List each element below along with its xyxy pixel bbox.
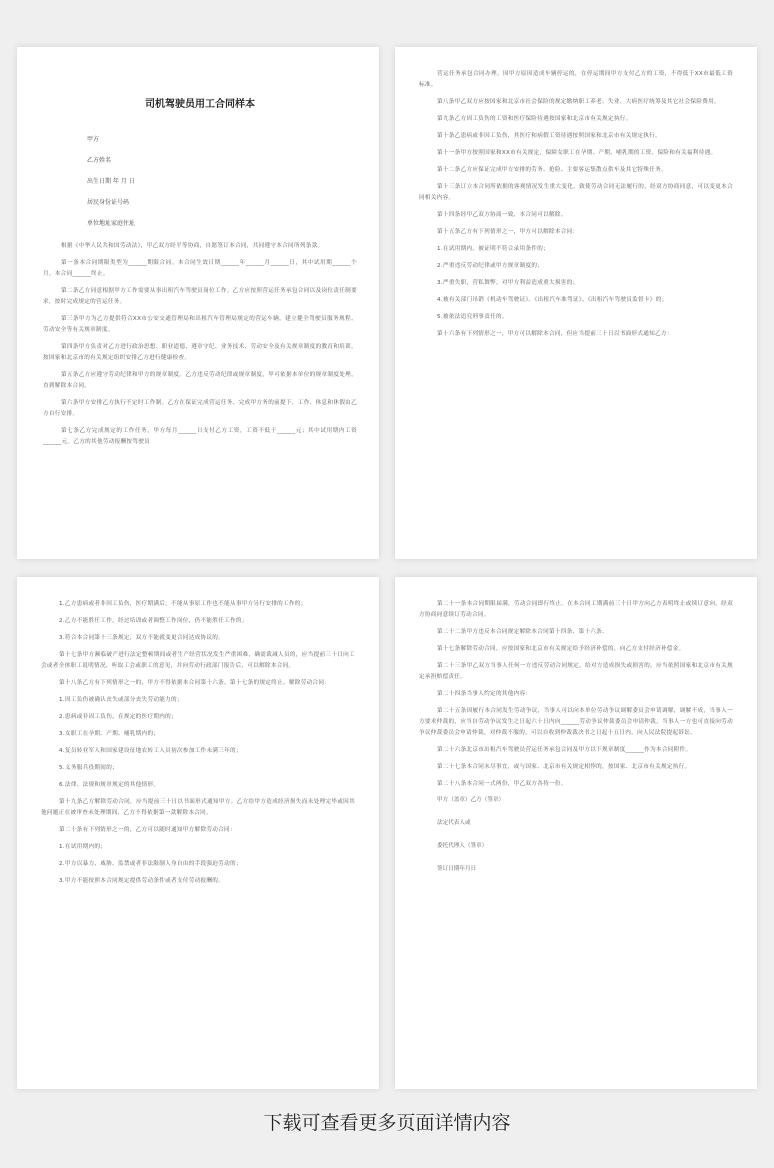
paragraph: 第十八条乙方有下列情形之一的，甲方不得依据本合同第十六条、第十七条的规定终止、解除劳动合同： [59,680,331,686]
signature-line: 法定代表人或 [437,820,471,826]
paragraph: 第六条甲方安排乙方执行不定时工作制。乙方在保证完成营运任务、完成甲方务的前提下，工作、休息和休假由乙方自行安排。 [43,400,357,417]
paragraph: 第十七条解除劳动合同，应按国家和北京市有关规定给予经济补偿的，向乙方支付经济补偿金。 [437,646,685,652]
paragraph: 第十二条乙方应保证完成甲方安排的劳务、抢险、主要客运集散点供车及其它特殊任务。 [437,167,667,173]
paragraph: 第八条甲乙双方应按国家和北京市社会保险的规定缴纳职工养老、失业、大病医疗统筹及其它社会保险费用。 [437,99,720,105]
paragraph: 根据《中华人民共和国劳动法》，甲乙双方经平等协商，自愿签订本合同，共同遵守本合同所列条款。 [61,243,324,249]
signature-line: 签订日期年月日 [437,866,477,872]
paragraph: 第二十五条因履行本合同发生劳动争议，当事人可以向本单位劳动争议调解委员会申请调解，调解不成，当事人一方要求仲裁的，应当自劳动争议发生之日起六十日内向______劳动争议仲裁委员会申请仲裁。当事人一方也可直接向劳动争议仲裁委员会申请仲裁。对仲裁不服的，可以自收到仲裁裁决书之日起十五日内，向人民法院提起诉讼。 [419,708,733,736]
signature-line: 甲方（盖章）乙方（签章） [437,797,505,803]
list-item: 3.甲方不能按照本合同规定提供劳动条件或者支付劳动报酬的。 [59,878,225,884]
list-item: 3.符合本合同第十三条规定，双方不能就变更合同达成协议的。 [59,635,225,641]
list-item: 2.严重违反劳动纪律或甲方规章制度的； [437,263,544,269]
id-number-field: 居民身份证号码 [87,199,130,206]
document-page-3 [17,577,379,1089]
list-item: 3.女职工在孕期、产期、哺乳期内的； [59,731,160,737]
list-item: 1.在试用期内的； [59,844,107,850]
paragraph: 第十五条乙方有下列情形之一，甲方可以解除本合同： [437,229,579,235]
paragraph: 第十一条甲方按照国家和XX市有关规定，保障女职工在孕期、产期、哺乳期的工资、保险和有关福利待遇。 [437,150,717,156]
list-item: 4.复员转业军人和国家建设征地农转工人员初次参加工作未满三年的； [59,748,242,754]
list-item: 2.患病或非因工负伤，在规定的医疗期内的； [59,714,177,720]
list-item: 6.法律、法规和规章规定的其他情形。 [59,782,160,788]
paragraph: 第二十六条北京市出租汽车驾驶员营运任务承包合同及甲方以下规章制度______作为本合同附件。 [437,747,692,753]
paragraph: 第二十三条甲乙双方当事人任何一方违反劳动合同规定，给对方造成损失或损害的，应当依照国家和北京市有关规定承担赔偿责任。 [419,663,733,680]
list-item: 2.甲方以暴力、威胁、监禁或者非法限制人身自由的手段强迫劳动的； [59,861,242,867]
party-a-field: 甲方 [87,136,100,143]
paragraph: 第二十八条本合同一式两份，甲乙双方各持一份。 [437,781,567,787]
document-page-4 [395,577,757,1089]
paragraph: 第十九条乙方解除劳动合同，应当提前三十日以书面形式通知甲方。乙方给甲方造成经济损失而未处理完毕或因其他问题正在被审查未处理期间，乙方不得依据第一款解除本合同。 [41,799,355,816]
paragraph: 第十七条甲方濒临破产进行法定整顿期间或者生产经营状况发生严重困难，确需裁减人员的，应当提前三十日向工会或者全体职工说明情况，听取工会或职工的意见，并向劳动行政部门报告后，可以解除本合同。 [41,652,355,669]
list-item: 3.严重失职，营私舞弊，对甲方利益造成重大损害的； [437,280,579,286]
paragraph: 第二十二条甲方违反本合同规定解除本合同第十四条、第十六条、 [437,629,608,635]
list-item: 2.乙方不能胜任工作，经过培训或者调整工作岗位，仍不能胜任工作的； [59,618,248,624]
paragraph: 第十六条有下列情形之一，甲方可以解除本合同，但应当提前三十日以书面形式通知乙方： [437,331,673,337]
list-item: 4.被有关部门吊销《机动车驾驶证》、《出租汽车准驾证》、《出租汽车驾驶员监督卡》的； [437,297,668,303]
paragraph: 第二十七条本合同未尽事宜，或与国家、北京市有关规定相悖的，按国家、北京市有关规定执行。 [437,764,691,770]
paragraph: 第二十一条本合同期限届满，劳动合同即行终止。在本合同工期满前三十日甲方向乙方表明终止或续订意向，经双方协商同意续订劳动合同。 [419,601,733,618]
paragraph: 第十条乙患病或非因工负伤，其医疗和病假工资待遇按照国家和北京市有关规定执行。 [437,133,661,139]
paragraph: 第二十条有下列情形之一的，乙方可以随时通知甲方解除劳动合同： [59,827,236,833]
address-field: 单位地址家庭住址 [87,220,136,227]
document-page-1 [17,47,379,559]
list-item: 5.被依法追究刑事责任的。 [437,314,508,320]
download-more-prompt: 下载可查看更多页面详情内容 [263,1112,511,1134]
list-item: 5.义务服兵役期间的； [59,765,118,771]
paragraph: 第二条乙方同意根据甲方工作需要从事出租汽车驾驶员岗位工作。乙方应按照营运任务承包合同以及岗位责任制要求，按时完成规定的营运任务。 [43,288,357,305]
list-item: 1.乙方患病或者非因工负伤，医疗期满后，不能从事原工作也不能从事甲方另行安排的工作的； [59,601,307,607]
document-title: 司机驾驶员用工合同样本 [145,99,255,110]
paragraph: 第七条乙方完成规定的工作任务，甲方每月______日支付乙方工资，工资不低于______元；其中试用期内工资______元。乙方的其他劳动报酬按驾驶员 [43,428,357,445]
list-item: 1.因工负伤被确认丧失或部分丧失劳动能力的； [59,697,183,703]
paragraph: 第三条甲方为乙方提供符合XX市公安交通管理局和出租汽车管理局规定的营运车辆，建立健全驾驶员服务规程、劳动安全等有关规章制度。 [43,316,357,333]
paragraph: 营运任务承包合同办理。因甲方原因造成车辆停运的，在停运期间甲方支付乙方的工资，不得低于XX市最低工资标准。 [419,71,733,88]
paragraph: 第四条甲方负责对乙方进行政治思想、职业道德、遵章守纪、业务技术、劳动安全及有关规章制度的教育和培训。按国家和北京市的有关规定组织安排乙方进行健康检查。 [43,344,357,361]
paragraph: 第五条乙方应遵守劳动纪律和甲方的规章制度。乙方违反劳动纪律或规章制度，甲可依据本单位的规章制度处理，直到解除本合同。 [43,372,357,389]
paragraph: 第九条乙方因工负伤的工资和医疗保险待遇按国家和北京市有关规定执行。 [437,116,632,122]
list-item: 1.在试用期内，被证明不符合录用条件的； [437,246,550,252]
signature-line: 委托代理人（签章） [437,843,488,849]
party-b-name-field: 乙方姓名 [87,157,112,164]
paragraph: 第十三条订立本合同所依据的客观情况发生重大变化，致使劳动合同无法履行的，经双方协商同意，可以变更本合同相关内容。 [419,184,733,201]
document-page-2 [395,47,757,559]
paragraph: 第十四条经甲乙双方协商一致，本合同可以解除。 [437,212,567,218]
birth-date-field: 出生日期 年 月 日 [87,178,135,185]
paragraph: 第二十四条当事人约定的其他内容： [437,691,532,697]
paragraph: 第一条本合同期限类型为______期限合同。本合同生效日期______年______月______日，其中试用期______个月。本合同______终止。 [43,260,357,277]
